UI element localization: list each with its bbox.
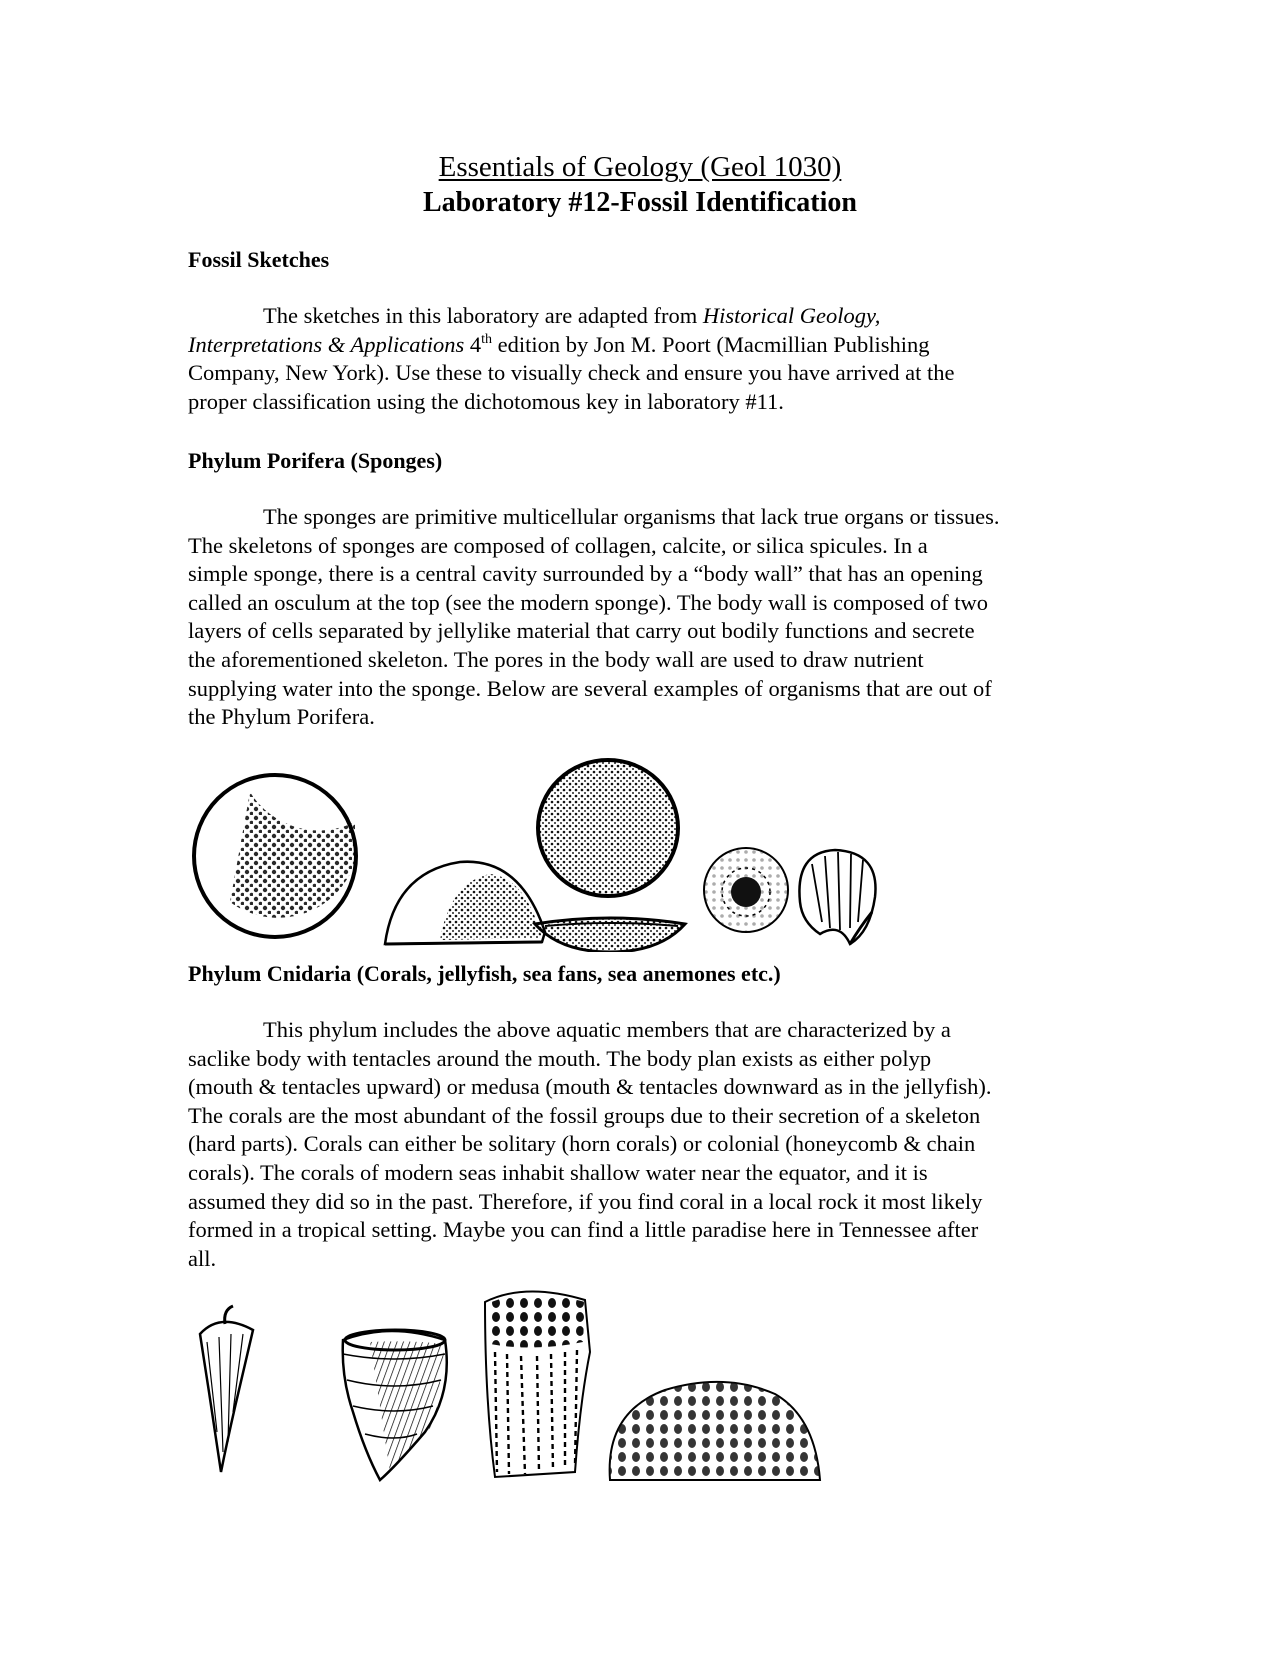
cnidaria-line: assumed they did so in the past. Therefore, if you find coral in a local rock it most likely [188, 1188, 983, 1214]
sponge-disc-sketch [538, 760, 678, 896]
porifera-line: simple sponge, there is a central cavity surrounded by a “body wall” that has an opening [188, 561, 983, 587]
intro-line-2 [188, 331, 1100, 360]
intro-line-4: proper classification using the dichotomous key in laboratory #11. [188, 388, 784, 414]
colonial-coral-sketch [610, 1382, 820, 1480]
fossil-sketches-paragraph [188, 302, 1100, 416]
porifera-heading: Phylum Porifera (Sponges) [188, 448, 443, 473]
cnidaria-line: formed in a tropical setting. Maybe you can find a little paradise here in Tennessee after [188, 1217, 979, 1243]
cnidaria-line: The corals are the most abundant of the fossil groups due to their secretion of a skeleton [188, 1102, 981, 1128]
sponge-dome-sketch [385, 862, 545, 944]
edition-number: 4 [464, 331, 482, 357]
cnidaria-line: (hard parts). Corals can either be solitary (horn corals) or colonial (honeycomb & chain [188, 1131, 976, 1157]
sponge-osculum-sketch [704, 848, 788, 932]
fossil-sketches-heading: Fossil Sketches [188, 247, 330, 272]
intro-line-1 [188, 302, 1100, 331]
cnidaria-heading: Phylum Cnidaria (Corals, jellyfish, sea fans, sea anemones etc.) [188, 961, 781, 986]
lab-title: Laboratory #12-Fossil Identification [423, 187, 857, 218]
sponge-plate-sketch [535, 918, 685, 952]
edition-superscript: th [481, 331, 493, 347]
porifera-line: the aforementioned skeleton. The pores in the body wall are used to draw nutrient [188, 646, 924, 672]
cnidaria-line: This phylum includes the above aquatic members that are characterized by a [263, 1017, 951, 1042]
intro-line-3: Company, New York). Use these to visually check and ensure you have arrived at the [188, 360, 955, 386]
porifera-line: called an osculum at the top (see the modern sponge). The body wall is composed of two [188, 589, 989, 615]
sponge-sketches [190, 752, 910, 952]
horn-coral-large-sketch [343, 1330, 447, 1480]
intro-text: The sketches in this laboratory are adapted from [263, 303, 703, 328]
cnidaria-line: corals). The corals of modern seas inhabit shallow water near the equator, and it is [188, 1159, 928, 1185]
sponge-ribbed-sketch [799, 850, 875, 944]
porifera-line: the Phylum Porifera. [188, 704, 375, 730]
cnidaria-line: saclike body with tentacles around the mouth. The body plan exists as either polyp [188, 1045, 932, 1071]
porifera-line: layers of cells separated by jellylike material that carry out bodily functions and secrete [188, 618, 975, 644]
honeycomb-coral-sketch [485, 1291, 590, 1477]
edition-text: edition by Jon M. Poort (Macmillian Publishing [492, 331, 930, 357]
porifera-line: The skeletons of sponges are composed of collagen, calcite, or silica spicules. In a [188, 532, 928, 558]
coral-sketches [195, 1282, 845, 1482]
book-title-part-1: Historical Geology, [702, 303, 881, 328]
porifera-line: The sponges are primitive multicellular organisms that lack true organs or tissues. [263, 504, 1000, 529]
cnidaria-line: (mouth & tentacles upward) or medusa (mouth & tentacles downward as in the jellyfish). [188, 1074, 992, 1100]
horn-coral-small-sketch [200, 1306, 253, 1472]
porifera-line: supplying water into the sponge. Below are several examples of organisms that are out of [188, 675, 992, 701]
course-title: Essentials of Geology (Geol 1030) [438, 151, 842, 183]
cnidaria-paragraph [188, 1016, 1100, 1273]
book-title-part-2: Interpretations & Applications [188, 331, 465, 357]
porifera-paragraph [188, 503, 1100, 732]
sponge-globular-sketch [194, 775, 356, 937]
cnidaria-line: all. [188, 1245, 217, 1271]
